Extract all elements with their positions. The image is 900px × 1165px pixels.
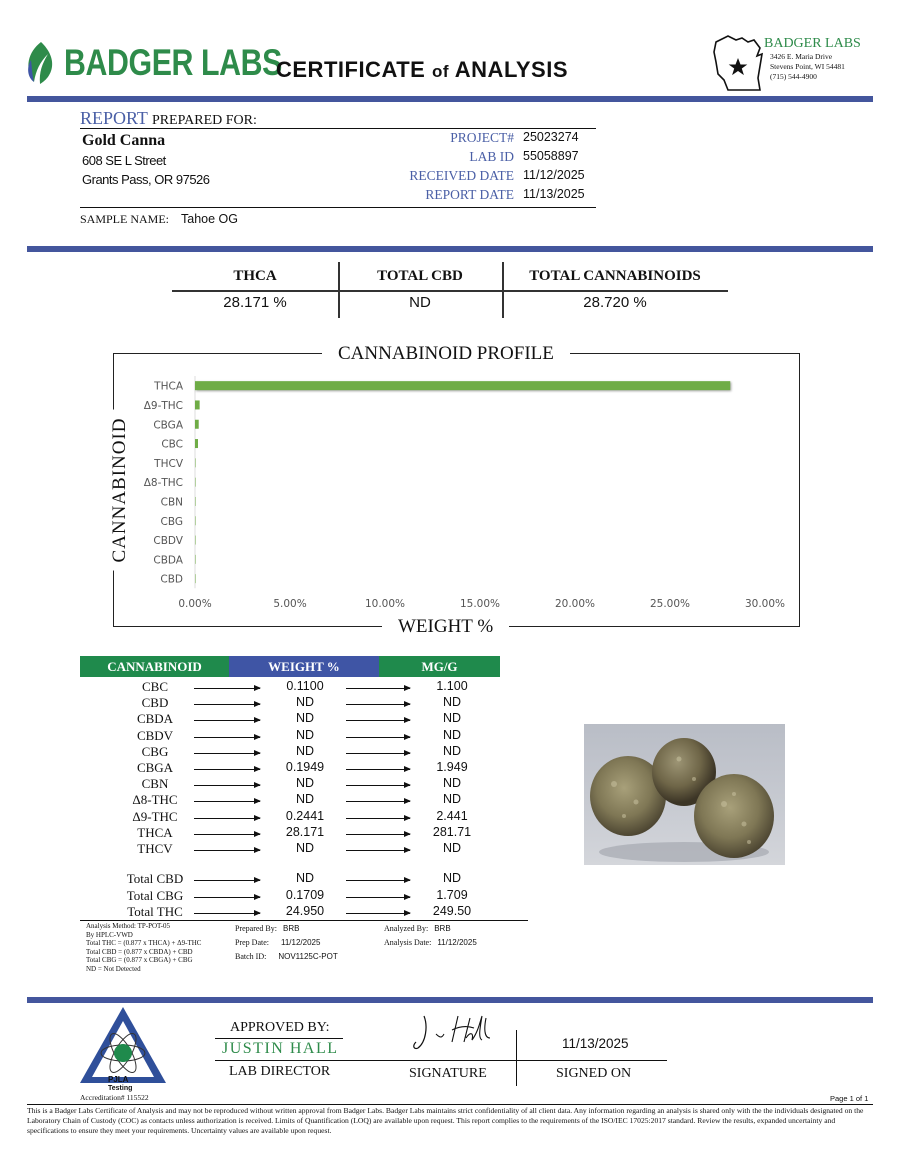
bar-δ8-thc <box>195 478 196 487</box>
field-label: RECEIVED DATE <box>409 168 514 183</box>
mg-value: ND <box>442 871 462 885</box>
category-label: CBDV <box>153 535 183 548</box>
chart-title: CANNABINOID PROFILE <box>322 343 570 365</box>
results-row <box>80 679 500 695</box>
summary-value-total-cbd: ND <box>409 294 431 311</box>
analysis-date-label: Analysis Date: <box>384 938 432 947</box>
cannabinoid-name: CBD <box>141 695 169 711</box>
x-tick-label: 30.00% <box>744 598 786 610</box>
bar-δ9-thc <box>195 400 200 409</box>
x-tick-label: 5.00% <box>273 598 307 610</box>
results-row <box>80 760 500 776</box>
weight-value: 0.2441 <box>285 808 325 823</box>
field-value: 11/12/2025 <box>523 168 585 182</box>
bar-cbd <box>195 574 196 583</box>
results-row <box>80 792 500 808</box>
disclaimer-rule <box>27 1104 873 1105</box>
lab-address-line2: Stevens Point, WI 54481 <box>770 62 845 71</box>
client-city: Grants Pass, OR 97526 <box>82 172 210 187</box>
mg-value: 281.71 <box>432 824 472 839</box>
weight-value: ND <box>295 727 315 742</box>
director-name: JUSTIN HALL <box>222 1040 339 1057</box>
sample-name-row <box>80 210 238 228</box>
field-value: 11/13/2025 <box>523 187 585 201</box>
cannabinoid-name: Total CBG <box>126 887 184 903</box>
mg-value: ND <box>442 711 462 726</box>
report-underline <box>80 128 596 129</box>
cannabinoid-name: CBGA <box>136 760 174 775</box>
weight-value: 0.1100 <box>286 679 324 693</box>
report-word: REPORT <box>80 108 148 128</box>
cannabinoid-name: Δ9-THC <box>132 808 178 824</box>
bar-cbda <box>195 555 196 564</box>
mg-value: ND <box>442 792 462 807</box>
cannabinoid-name: CBDV <box>136 727 174 743</box>
results-header-mg: MG/G <box>379 656 500 677</box>
report-prepared-for <box>80 108 257 129</box>
category-label: CBC <box>161 438 183 451</box>
method-note: Total THC = (0.877 x THCA) + Δ9-THC <box>86 939 202 947</box>
weight-value: ND <box>295 711 315 726</box>
weight-value: ND <box>295 776 315 791</box>
results-row <box>80 728 500 744</box>
accreditation: Accreditation# 115522 <box>80 1093 149 1102</box>
cannabinoid-name: THCA <box>137 824 173 840</box>
bar-cbga <box>195 420 199 429</box>
approved-rule <box>215 1038 343 1039</box>
cannabinoid-name: Total THC <box>127 904 183 919</box>
footer-divider <box>27 997 873 1003</box>
field-label: REPORT DATE <box>425 187 514 202</box>
x-tick-label: 10.00% <box>364 598 406 610</box>
results-header-weight: WEIGHT % <box>229 656 379 677</box>
chart-xlabel: WEIGHT % <box>382 616 509 638</box>
totals-row <box>80 871 500 887</box>
cannabinoid-name: Δ8-THC <box>132 792 178 808</box>
category-label: THCV <box>154 457 183 470</box>
lab-address-line1: 3426 E. Maria Drive <box>770 52 833 61</box>
page-number: Page 1 of 1 <box>830 1094 869 1103</box>
cannabinoid-name: CBN <box>141 776 169 792</box>
pjla-label: PJLA <box>108 1075 129 1084</box>
client-street: 608 SE L Street <box>82 153 166 168</box>
category-label: CBN <box>160 496 183 509</box>
weight-value: 0.1709 <box>285 887 325 902</box>
category-label: CBGA <box>153 419 183 432</box>
x-tick-label: 0.00% <box>178 598 212 610</box>
bar-cbdv <box>195 536 196 545</box>
totals-row <box>80 904 500 920</box>
cannabis-buds-image <box>584 724 785 865</box>
method-note: By HPLC-VWD <box>86 930 133 939</box>
x-tick-label: 15.00% <box>459 598 501 610</box>
bar-thcv <box>195 458 196 467</box>
mg-value: ND <box>442 695 462 710</box>
signature-label: SIGNATURE <box>409 1066 487 1081</box>
approved-by-label: APPROVED BY: <box>230 1020 330 1035</box>
director-rule <box>215 1060 667 1061</box>
mg-value: ND <box>442 743 462 758</box>
mg-value: 1.709 <box>436 887 468 902</box>
category-label: CBG <box>160 515 183 528</box>
cannabinoid-name: Total CBD <box>126 871 184 886</box>
chart-ylabel: CANNABINOID <box>109 409 131 570</box>
category-label: CBDA <box>153 554 183 567</box>
weight-value: ND <box>295 743 315 758</box>
title-of: of <box>431 62 449 81</box>
summary-rule <box>172 290 728 292</box>
category-label: Δ9-THC <box>143 399 183 412</box>
pjla-testing: Testing <box>108 1085 133 1092</box>
results-row <box>80 695 500 711</box>
client-name: Gold Canna <box>82 132 166 149</box>
fields-underline <box>80 207 596 208</box>
sample-photo <box>584 724 785 865</box>
leaf-icon <box>24 40 58 86</box>
results-row <box>80 776 500 792</box>
field-lab-id <box>386 149 596 168</box>
summary-value-thca: 28.171 % <box>223 294 287 311</box>
mg-value: 1.100 <box>436 679 468 693</box>
signed-date: 11/13/2025 <box>562 1036 629 1051</box>
results-row <box>80 711 500 727</box>
signature-image <box>408 1012 498 1057</box>
weight-value: ND <box>295 695 315 710</box>
category-label: Δ8-THC <box>143 477 183 490</box>
bar-cbc <box>195 439 198 448</box>
results-row <box>80 809 500 825</box>
x-tick-label: 20.00% <box>554 598 596 610</box>
mg-value: ND <box>442 727 462 742</box>
mg-value: ND <box>442 841 462 855</box>
page-title <box>276 57 568 83</box>
signature-divider <box>516 1030 517 1086</box>
mg-value: 249.50 <box>432 904 472 918</box>
prep-date-label: Prep Date: <box>235 938 269 947</box>
weight-value: 28.171 <box>285 824 325 839</box>
lab-phone: (715) 544-4900 <box>770 72 817 81</box>
director-title: LAB DIRECTOR <box>229 1064 331 1079</box>
section-divider <box>27 246 873 252</box>
prepared-for-label: PREPARED FOR: <box>151 113 257 128</box>
method-note: Analysis Method: TP-POT-05 <box>86 922 171 930</box>
title-certificate: CERTIFICATE <box>276 57 426 82</box>
field-project <box>386 130 596 149</box>
mg-value: 2.441 <box>436 808 468 823</box>
field-report-date <box>386 187 596 206</box>
analyzed-by-label: Analyzed By: <box>384 924 429 933</box>
bar-thca <box>195 381 730 390</box>
prepared-by: BRB <box>283 924 300 933</box>
method-notes <box>86 922 226 973</box>
mg-value: 1.949 <box>436 760 468 774</box>
lab-name: BADGER LABS <box>764 36 861 51</box>
title-analysis: ANALYSIS <box>454 57 568 82</box>
analysis-date: 11/12/2025 <box>437 938 477 947</box>
results-row <box>80 841 500 857</box>
results-header-cannabinoid: CANNABINOID <box>80 656 229 677</box>
header-divider <box>27 96 873 102</box>
sample-name: Tahoe OG <box>181 212 238 226</box>
cannabinoid-name: CBG <box>141 743 169 759</box>
field-value: 55058897 <box>523 149 579 163</box>
summary-header-thca: THCA <box>233 268 277 284</box>
batch-label: Batch ID: <box>235 952 267 961</box>
field-received-date <box>386 168 596 187</box>
signed-on-label: SIGNED ON <box>556 1066 632 1081</box>
brand-logo <box>24 40 282 86</box>
field-label: LAB ID <box>469 149 514 164</box>
brand-name: BADGER LABS <box>64 42 282 83</box>
field-label: PROJECT# <box>450 130 514 145</box>
batch-id: NOV1125C-POT <box>278 952 338 961</box>
summary-header-total-cbd: TOTAL CBD <box>377 268 463 284</box>
results-row <box>80 825 500 841</box>
summary-table <box>172 262 728 318</box>
sample-name-label: SAMPLE NAME: <box>80 212 170 226</box>
x-tick-label: 25.00% <box>649 598 691 610</box>
weight-value: ND <box>295 841 315 855</box>
cannabinoid-name: CBC <box>141 679 168 694</box>
cannabinoid-name: CBDA <box>136 711 174 727</box>
mg-value: ND <box>442 776 462 791</box>
analyzed-by: BRB <box>434 924 451 933</box>
summary-header-total-cannabinoids: TOTAL CANNABINOIDS <box>529 268 701 284</box>
prepared-by-label: Prepared By: <box>235 924 277 933</box>
cannabinoid-profile-chart <box>140 370 786 620</box>
category-label: THCA <box>154 380 183 393</box>
category-label: CBD <box>160 573 183 586</box>
wisconsin-map-icon <box>710 30 768 94</box>
weight-value: ND <box>295 792 315 807</box>
method-note: Total CBD = (0.877 x CBDA) + CBD <box>86 947 193 956</box>
totals-row <box>80 888 500 904</box>
weight-value: ND <box>295 871 315 885</box>
disclaimer: This is a Badger Labs Certificate of Analysis and may not be reproduced without written approval from Badger Labs. Badger Labs maintains strict confidentiality of all client data. Any information regarding an analysis is shared only with the the individuals designated on the Laboratory Chain of Custody (COC) as contacts unless authorization is received. Limits of Quantification (LOQ) are available upon request. This report complies to the requirements of the ISO/IEC 17025:2017 standard. Review the results, expanded uncertainty and specifications to ensure they meet your requirements. Uncertainty values are available upon request. <box>27 1106 864 1135</box>
weight-value: 0.1949 <box>285 760 325 774</box>
weight-value: 24.950 <box>285 904 325 918</box>
results-row <box>80 744 500 760</box>
bar-cbg <box>195 516 196 525</box>
cannabinoid-name: THCV <box>137 841 173 856</box>
bar-cbn <box>195 497 196 506</box>
method-note: ND = Not Detected <box>86 964 141 973</box>
prep-date: 11/12/2025 <box>281 938 321 947</box>
summary-value-total-cannabinoids: 28.720 % <box>583 294 647 311</box>
field-value: 25023274 <box>523 130 579 144</box>
results-bottom-rule <box>80 920 528 921</box>
results-header <box>80 656 500 677</box>
pjla-logo-icon <box>78 1005 168 1085</box>
method-note: Total CBG = (0.877 x CBGA) + CBG <box>86 956 193 964</box>
